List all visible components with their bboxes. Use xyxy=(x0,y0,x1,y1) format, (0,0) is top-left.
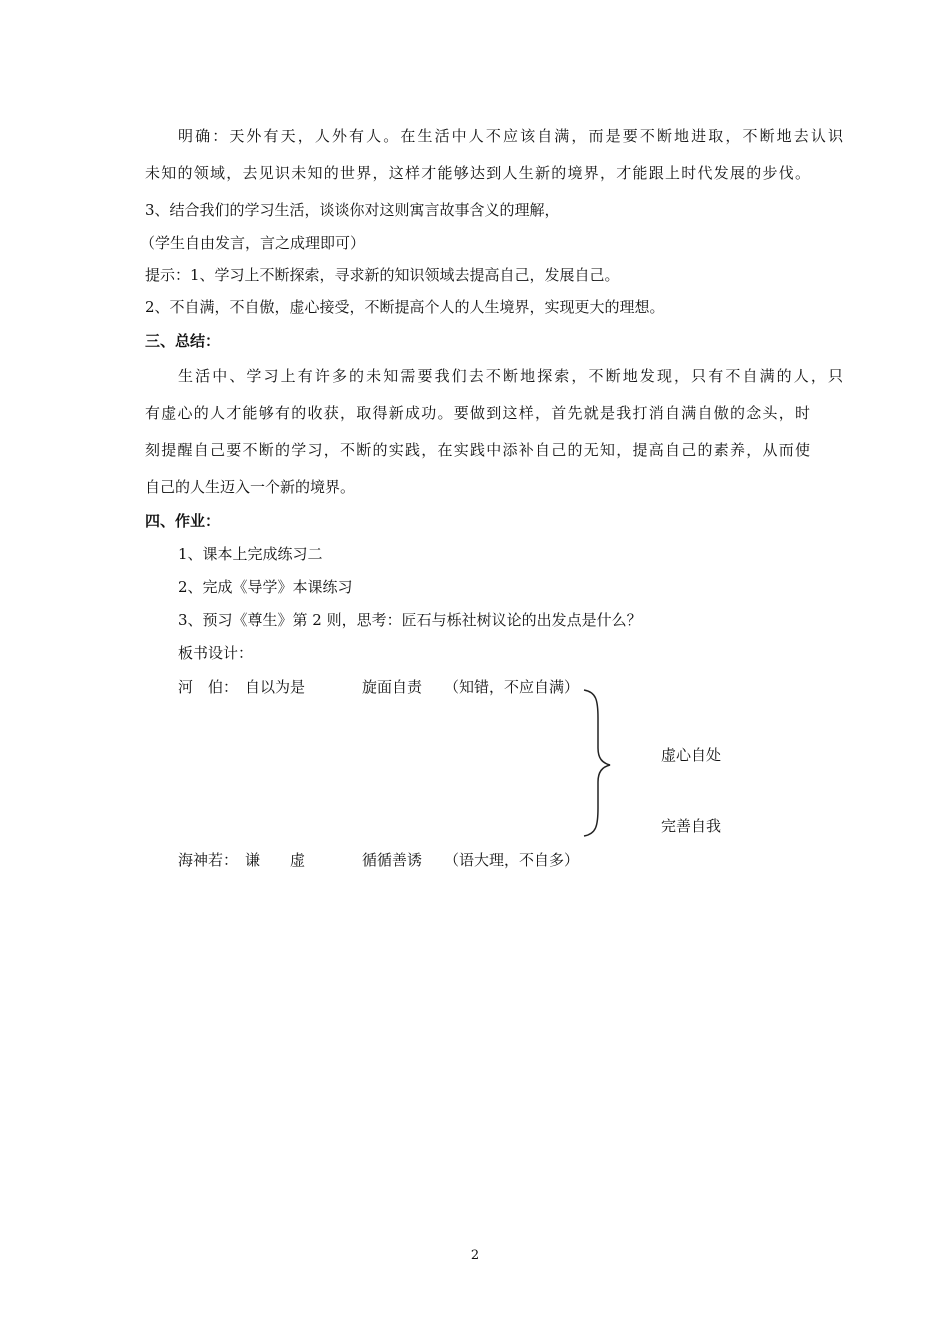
board-design-label: 板书设计： xyxy=(178,644,254,662)
page-number: 2 xyxy=(470,1248,480,1263)
board-row1-action: 旋面自责 xyxy=(362,678,423,696)
section-heading-summary: 三、总结： xyxy=(145,332,221,350)
homework-item: 3、预习《尊生》第 2 则，思考：匠石与栎社树议论的出发点是什么？ xyxy=(178,611,642,629)
board-conclusion-2: 完善自我 xyxy=(661,817,722,835)
board-row1-name: 河 伯： xyxy=(178,678,239,696)
paragraph-line: 明确：天外有天，人外有人。在生活中人不应该自满，而是要不断地进取，不断地去认识 xyxy=(178,127,843,145)
homework-item: 1、课本上完成练习二 xyxy=(178,545,323,563)
board-row2-note: （语大理，不自多） xyxy=(444,851,580,869)
board-row2-trait: 谦 虚 xyxy=(245,851,306,869)
note-line: （学生自由发言，言之成理即可） xyxy=(140,234,366,252)
hint-line: 2、不自满，不自傲，虚心接受，不断提高个人的人生境界，实现更大的理想。 xyxy=(145,298,665,316)
summary-line: 刻提醒自己要不断的学习，不断的实践，在实践中添补自己的无知，提高自己的素养，从而使 xyxy=(145,441,810,459)
board-conclusion-1: 虚心自处 xyxy=(661,746,722,764)
question-line: 3、结合我们的学习生活，谈谈你对这则寓言故事含义的理解， xyxy=(145,201,560,219)
paragraph-line: 未知的领域，去见识未知的世界，这样才能够达到人生新的境界，才能跟上时代发展的步伐。 xyxy=(145,164,810,182)
board-row2-name: 海神若： xyxy=(178,851,239,869)
board-row2-action: 循循善诱 xyxy=(362,851,423,869)
summary-line: 生活中、学习上有许多的未知需要我们去不断地探索，不断地发现，只有不自满的人，只 xyxy=(178,367,843,385)
board-row1-trait: 自以为是 xyxy=(245,678,306,696)
hint-line: 提示：1、学习上不断探索，寻求新的知识领域去提高自己，发展自己。 xyxy=(145,266,620,284)
summary-line: 自己的人生迈入一个新的境界。 xyxy=(145,478,356,496)
board-row1-note: （知错，不应自满） xyxy=(444,678,580,696)
summary-line: 有虚心的人才能够有的收获，取得新成功。要做到这样，首先就是我打消自满自傲的念头，时 xyxy=(145,404,810,422)
homework-item: 2、完成《导学》本课练习 xyxy=(178,578,353,596)
section-heading-homework: 四、作业： xyxy=(145,512,221,530)
curly-brace-icon xyxy=(582,688,622,838)
